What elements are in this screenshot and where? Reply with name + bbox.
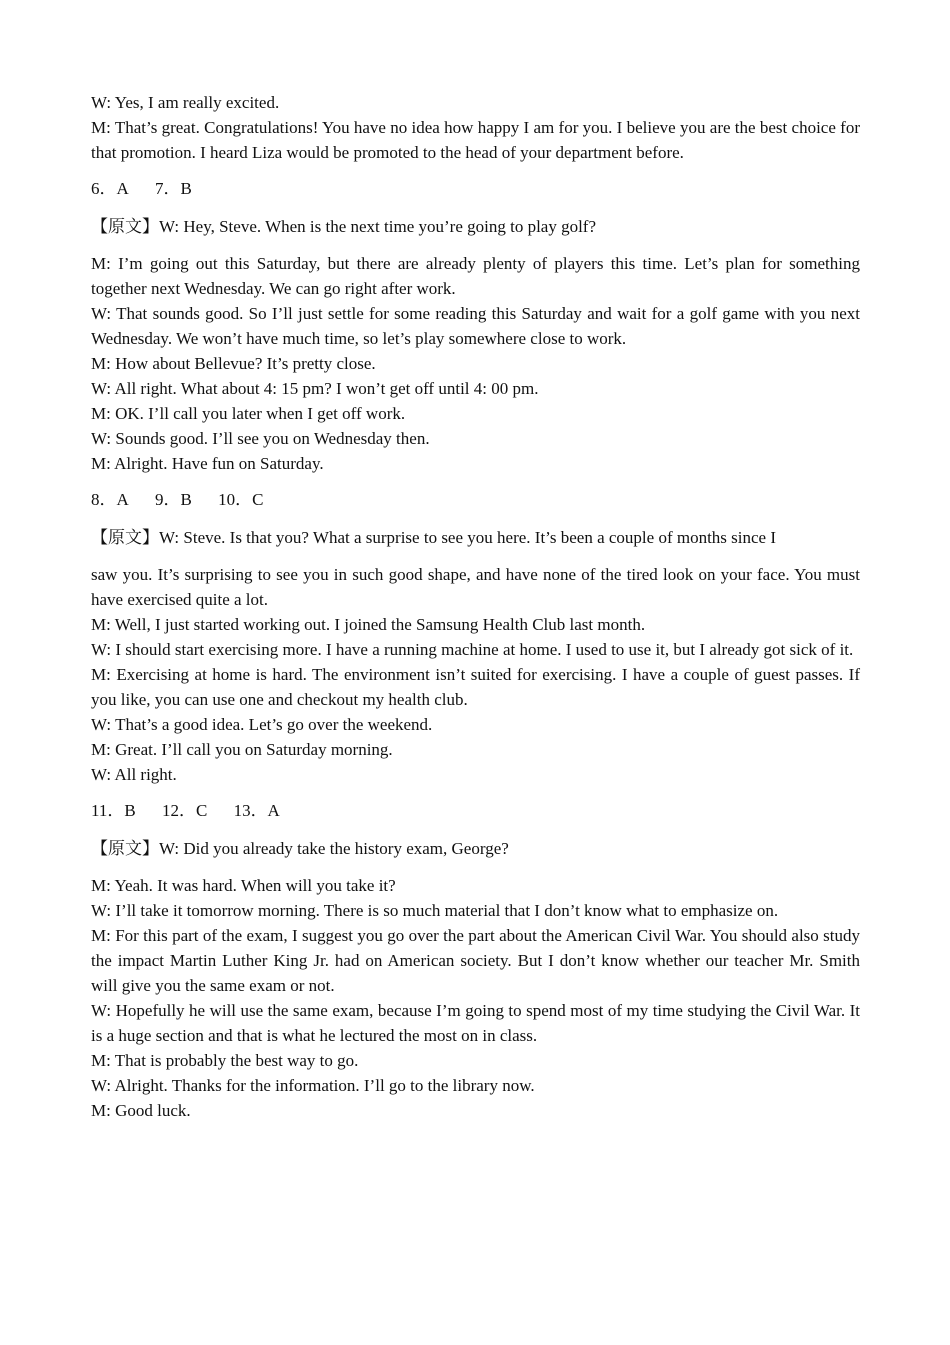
transcript-heading-3 bbox=[91, 525, 860, 551]
dialogue-line: M: Great. I’ll call you on Saturday morning. bbox=[91, 740, 393, 759]
transcript-first-line: W: Did you already take the history exam, George? bbox=[159, 839, 509, 858]
answer-item: 11．B bbox=[91, 801, 136, 820]
dialogue-line: M: Good luck. bbox=[91, 1101, 191, 1120]
dialogue-line: M: I’m going out this Saturday, but there are already plenty of players this time. Let’s plan for something together next Wednesday. We can go right after work. bbox=[91, 254, 860, 298]
dialogue-line: W: I’ll take it tomorrow morning. There is so much material that I don’t know what to emphasize on. bbox=[91, 901, 779, 920]
dialogue-line: W: All right. What about 4: 15 pm? I won’t get off until 4: 00 pm. bbox=[91, 379, 539, 398]
dialogue-line: M: Alright. Have fun on Saturday. bbox=[91, 454, 324, 473]
dialogue-line: W: I should start exercising more. I have a running machine at home. I used to use it, but I already got sick of it. bbox=[91, 640, 854, 659]
transcript-heading-4 bbox=[91, 836, 860, 862]
dialogue-line: W: Hopefully he will use the same exam, because I’m going to spend most of my time studying the Civil War. It is a huge section and that is what he lectured the most on in class. bbox=[91, 1001, 860, 1045]
answer-item: 9．B bbox=[155, 490, 192, 509]
dialogue-block-3 bbox=[91, 562, 860, 787]
dialogue-line: M: Yeah. It was hard. When will you take it? bbox=[91, 876, 396, 895]
dialogue-line: saw you. It’s surprising to see you in such good shape, and have none of the tired look on your face. You must have exercised quite a lot. bbox=[91, 565, 860, 609]
dialogue-block-2 bbox=[91, 251, 860, 476]
answer-item: 12．C bbox=[161, 801, 208, 820]
dialogue-line: W: Yes, I am really excited. bbox=[91, 93, 280, 112]
dialogue-line: M: OK. I’ll call you later when I get off work. bbox=[91, 404, 406, 423]
dialogue-block-1 bbox=[91, 90, 860, 165]
transcript-first-line: W: Hey, Steve. When is the next time you’re going to play golf? bbox=[159, 217, 597, 236]
answer-item: 7．B bbox=[155, 179, 192, 198]
answer-key-1 bbox=[91, 176, 860, 201]
answer-item: 13．A bbox=[233, 801, 280, 820]
dialogue-line: M: How about Bellevue? It’s pretty close. bbox=[91, 354, 376, 373]
transcript-label: 【原文】 bbox=[91, 217, 159, 237]
transcript-heading-2 bbox=[91, 214, 860, 240]
dialogue-line: M: Exercising at home is hard. The environment isn’t suited for exercising. I have a couple of guest passes. If you like, you can use one and checkout my health club. bbox=[91, 665, 860, 709]
dialogue-line: W: Alright. Thanks for the information. I’ll go to the library now. bbox=[91, 1076, 535, 1095]
dialogue-line: M: For this part of the exam, I suggest you go over the part about the American Civil War. You should also study the impact Martin Luther King Jr. had on American society. But I don’t know whether our teacher Mr. Smith will give you the same exam or not. bbox=[91, 926, 860, 995]
document-page bbox=[91, 90, 860, 1123]
dialogue-line: M: Well, I just started working out. I joined the Samsung Health Club last month. bbox=[91, 615, 646, 634]
dialogue-block-4 bbox=[91, 873, 860, 1123]
transcript-label: 【原文】 bbox=[91, 528, 159, 548]
answer-key-3 bbox=[91, 798, 860, 823]
dialogue-line: M: That is probably the best way to go. bbox=[91, 1051, 359, 1070]
transcript-label: 【原文】 bbox=[91, 839, 159, 859]
answer-item: 10．C bbox=[218, 490, 264, 509]
answer-item: 8．A bbox=[91, 490, 129, 509]
transcript-first-line: W: Steve. Is that you? What a surprise to see you here. It’s been a couple of months since I bbox=[159, 528, 777, 547]
dialogue-line: W: Sounds good. I’ll see you on Wednesday then. bbox=[91, 429, 430, 448]
dialogue-line: W: That sounds good. So I’ll just settle for some reading this Saturday and wait for a golf game with you next Wednesday. We won’t have much time, so let’s play somewhere close to work. bbox=[91, 304, 860, 348]
dialogue-line: W: All right. bbox=[91, 765, 177, 784]
dialogue-line: M: That’s great. Congratulations! You have no idea how happy I am for you. I believe you are the best choice for that promotion. I heard Liza would be promoted to the head of your department before. bbox=[91, 118, 860, 162]
answer-item: 6．A bbox=[91, 179, 129, 198]
dialogue-line: W: That’s a good idea. Let’s go over the weekend. bbox=[91, 715, 433, 734]
answer-key-2 bbox=[91, 487, 860, 512]
